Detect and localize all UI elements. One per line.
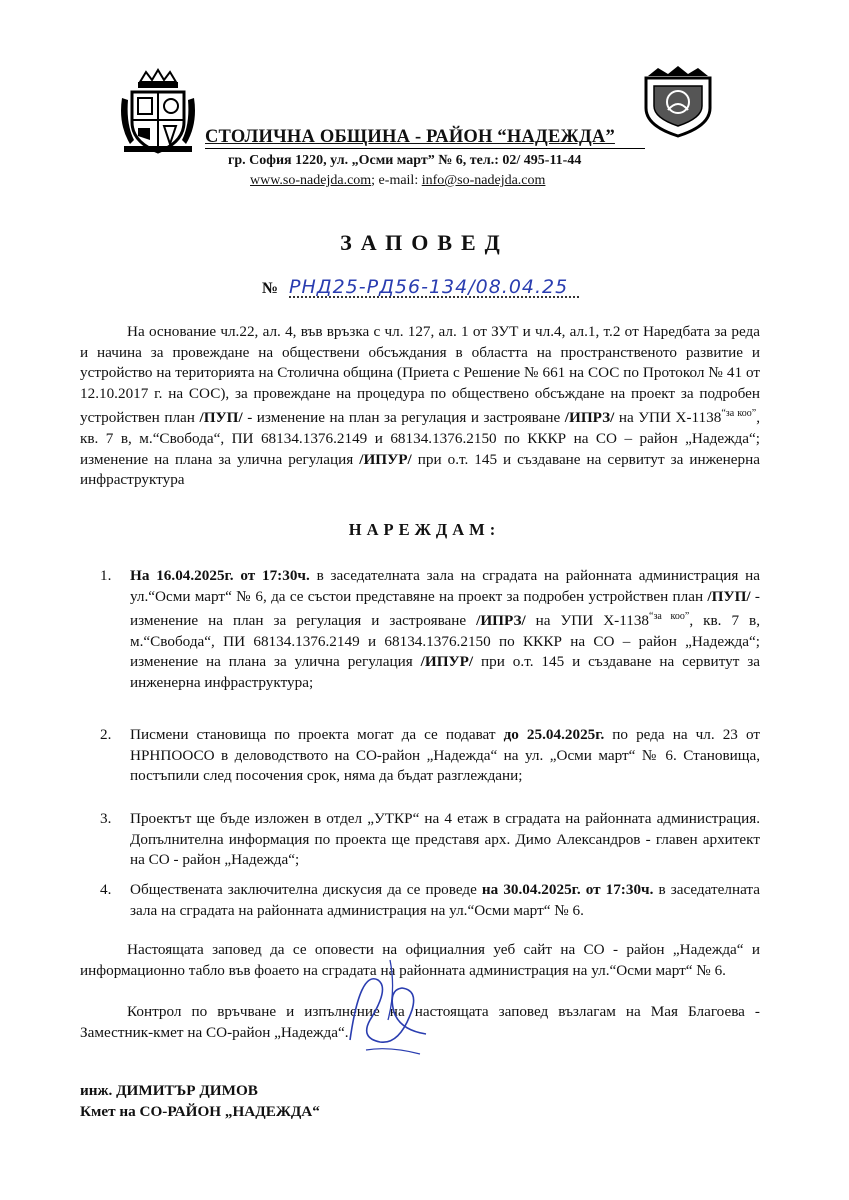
closing-paragraph-control: Контрол по връчване и изпълнение на настоящата заповед възлагам на Мая Благоева - Заместник-кмет на СО-район „Надежда“.: [80, 1003, 760, 1041]
number-dotted-line: [289, 296, 579, 298]
number-label: №: [262, 280, 279, 297]
website-link[interactable]: www.so-nadejda.com: [250, 173, 372, 188]
email-link[interactable]: info@so-nadejda.com: [421, 173, 546, 188]
document-number: [262, 280, 278, 298]
signatory-position: Кмет на СО-РАЙОН „НАДЕЖДА“: [80, 1103, 320, 1120]
handwritten-signature: [330, 950, 450, 1070]
signatory-name: инж. ДИМИТЪР ДИМОВ: [80, 1082, 258, 1099]
document-title: ЗАПОВЕД: [340, 230, 509, 255]
municipality-title: СТОЛИЧНА ОБЩИНА - РАЙОН “НАДЕЖДА”: [205, 127, 615, 147]
order-item-4: 4. Обществената заключителна дискусия да се проведе на 30.04.2025г. от 17:30ч. в заседателната зала на сградата на районната администрация на ул.“Осми март“ № 6.: [100, 881, 760, 919]
signatory-block: [80, 1080, 320, 1122]
preamble-paragraph: На основание чл.22, ал. 4, във връзка с чл. 127, ал. 1 от ЗУТ и чл.4, ал.1, т.2 от Наредбата за реда и начина за провеждане на обществени обсъждания в областта на пространственото развитие и устройство на територията на Столична община (Приета с Решение № 661 на СОС по Протокол № 41 от 12.10.2017 г. на СОС), за провеждане на процедура по обществено обсъждане на проект за подробен устройствен план /ПУП/ - изменение на план за регулация и застрояване /ИПРЗ/ на УПИ $Х-1138^{“за коо”}$, кв. 7 в, м.“Свобода“, ПИ 68134.1376.2149 и 68134.1376.2150 по КККР на СО – район „Надежда“; изменение на плана за улична регулация /ИПУР/ при о.т. 145 и създаване на сервитут за инженерна инфраструктура: [80, 323, 761, 489]
handwritten-number: РНД25-РД56-134/08.04.25: [289, 276, 569, 298]
header-underline-rule: [205, 148, 645, 149]
order-item-2: 2. Писмени становища по проекта могат да се подават до 25.04.2025г. по реда на чл. 23 от НРНПООСО в деловодството на СО-район „Надежда“ на ул. „Осми март“ № 6. Становища, постъпили след посочения срок, няма да бъдат разглеждани;: [100, 726, 760, 785]
order-heading: НАРЕЖДАМ:: [348, 520, 501, 539]
closing-paragraph-publication: Настоящата заповед да се оповести на официалния уеб сайт на СО - район „Надежда“ и информационно табло във фоаето на сградата на районната администрация на ул.“Осми март“ № 6.: [80, 941, 760, 979]
email-label: ; e-mail:: [371, 173, 422, 188]
nadejda-district-seal-logo: [638, 62, 718, 140]
order-item-1: 1. На 16.04.2025г. от 17:30ч. в заседателната зала на сградата на районната администрация на ул.“Осми март“ № 6, да се състои представяне на проект за подробен устройствен план /ПУП/ - изменение на план за регулация и застрояване /ИПРЗ/ на УПИ $Х-1138^{“за коо”}$, кв. 7 в, м.“Свобода“, ПИ 68134.1376.2149 и 68134.1376.2150 по КККР на СО – район „Надежда“; изменение на плана за улична регулация /ИПУР/ при о.т. 145 и създаване на сервитут за инженерна инфраструктура;: [100, 567, 760, 692]
municipality-address: гр. София 1220, ул. „Осми март” № 6, тел.: 02/ 495-11-44: [228, 153, 582, 168]
order-item-3: 3. Проектът ще бъде изложен в отдел „УТКР“ на 4 етаж в сградата на районната администрация. Допълнителна информация по проекта ще представя арх. Димо Александров - главен архитект на СО - район „Надежда“;: [100, 810, 760, 869]
contact-line: [250, 173, 545, 189]
sofia-coat-of-arms-logo: [118, 68, 198, 156]
